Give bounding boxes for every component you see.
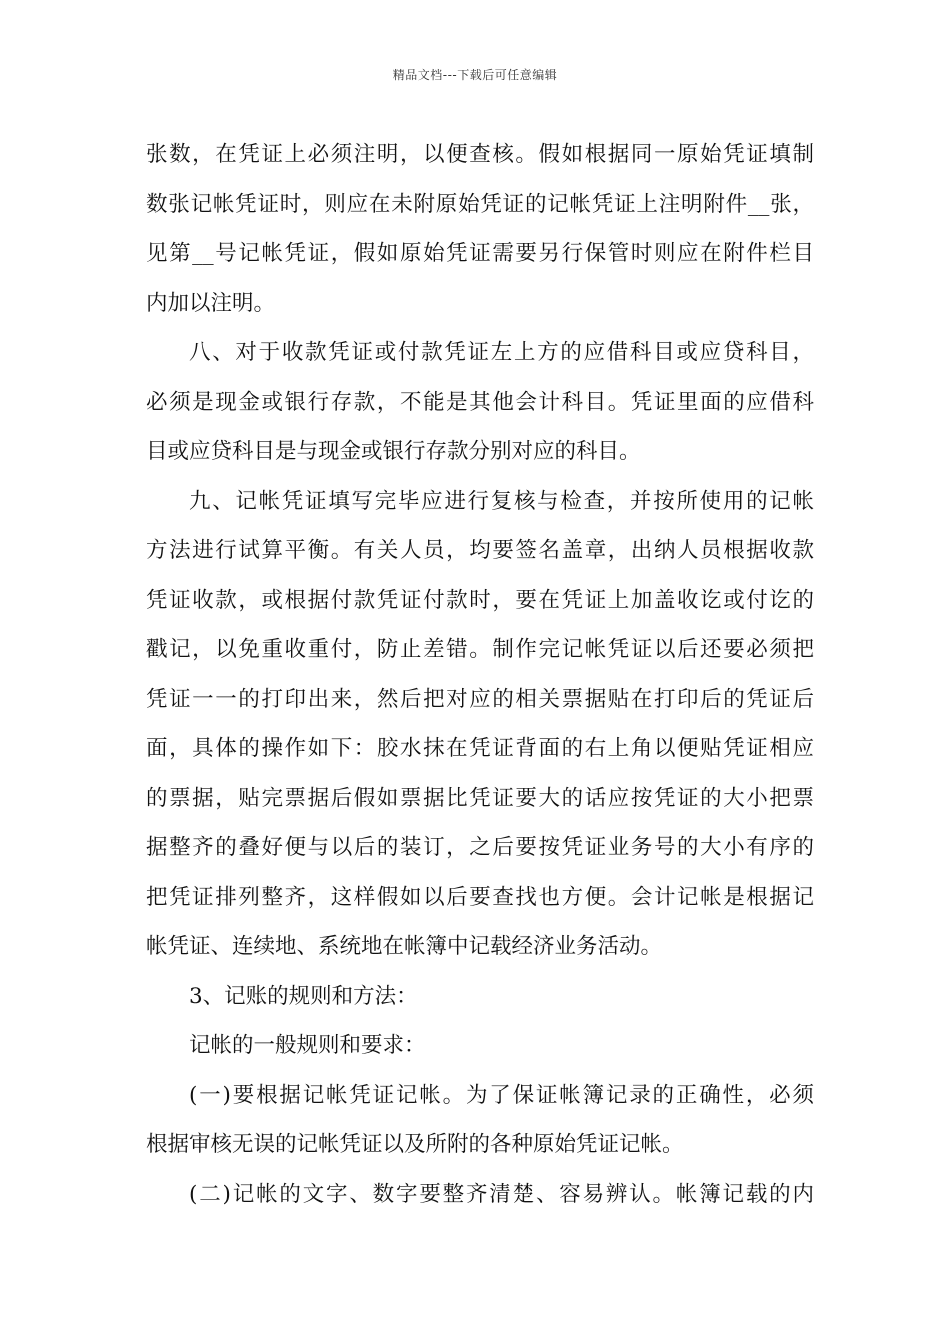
- text-line: 根据审核无误的记帐凭证以及所附的各种原始凭证记帐。: [146, 1132, 684, 1157]
- text-line: 张数，在凭证上必须注明，以便查核。假如根据同一原始凭证填制: [146, 142, 814, 167]
- page-header: 精品文档---下载后可任意编辑: [392, 68, 558, 82]
- text-line: 必须是现金或银行存款，不能是其他会计科目。凭证里面的应借科: [146, 389, 814, 415]
- document-body: [146, 130, 814, 1219]
- text-line: 把凭证排列整齐，这样假如以后要查找也方便。会计记帐是根据记: [146, 884, 814, 910]
- text-line: 凭证收款，或根据付款凭证付款时，要在凭证上加盖收讫或付讫的: [146, 587, 814, 613]
- text-line: 目或应贷科目是与现金或银行存款分别对应的科目。: [146, 439, 641, 464]
- text-line: 数张记帐凭证时，则应在未附原始凭证的记帐凭证上注明附件__张，: [146, 191, 814, 217]
- text-line: 戳记，以免重收重付，防止差错。制作完记帐凭证以后还要必须把: [146, 637, 814, 662]
- text-line: 方法进行试算平衡。有关人员，均要签名盖章，出纳人员根据收款: [146, 538, 814, 563]
- paragraph-start-line: (一)要根据记帐凭证记帐。为了保证帐簿记录的正确性，必须: [189, 1082, 814, 1108]
- paragraph-start-line: (二)记帐的文字、数字要整齐清楚、容易辨认。帐簿记载的内: [189, 1181, 814, 1207]
- paragraph-start-line: 九、记帐凭证填写完毕应进行复核与检查，并按所使用的记帐: [189, 488, 814, 514]
- text-line: 帐凭证、连续地、系统地在帐簿中记载经济业务活动。: [146, 934, 663, 959]
- paragraph-start-line: 八、对于收款凭证或付款凭证左上方的应借科目或应贷科目，: [189, 340, 814, 365]
- text-line: 凭证一一的打印出来，然后把对应的相关票据贴在打印后的凭证后: [146, 686, 814, 712]
- text-line: 见第__号记帐凭证，假如原始凭证需要另行保管时则应在附件栏目: [146, 241, 814, 266]
- text-line: 据整齐的叠好便与以后的装订，之后要按凭证业务号的大小有序的: [146, 835, 814, 860]
- section-heading: 3、记账的规则和方法：: [189, 983, 418, 1009]
- text-line: 面，具体的操作如下：胶水抹在凭证背面的右上角以便贴凭证相应: [146, 736, 814, 761]
- text-line: 内加以注明。: [146, 290, 276, 316]
- text-line: 的票据，贴完票据后假如票据比凭证要大的话应按凭证的大小把票: [146, 785, 814, 811]
- subheading: 记帐的一般规则和要求：: [189, 1033, 426, 1058]
